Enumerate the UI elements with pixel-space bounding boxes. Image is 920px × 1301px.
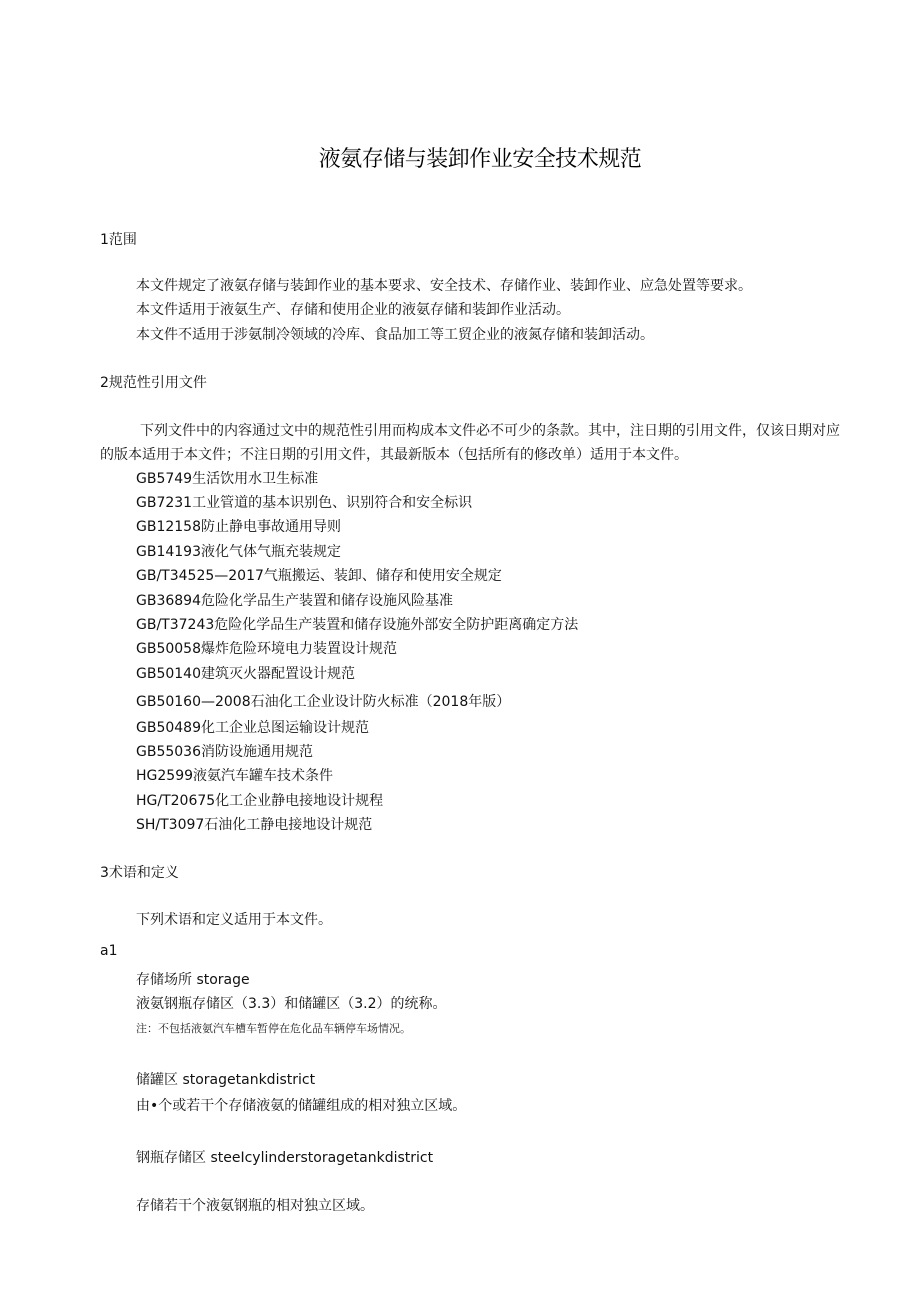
reference-item: GB55036消防设施通用规范 xyxy=(136,744,313,760)
section-2-heading: 2规范性引用文件 xyxy=(100,375,207,391)
reference-item: GB5749生活饮用水卫生标准 xyxy=(136,471,319,487)
reference-item: GB50140建筑灭火器配置设计规范 xyxy=(136,666,355,682)
section-1-heading: 1范围 xyxy=(100,232,137,248)
scope-paragraph-3: 本文件不适用于涉氨制冷领域的冷库、食品加工等工贸企业的液氮存储和装卸活动。 xyxy=(136,327,654,343)
reference-item: GB14193液化气体气瓶充装规定 xyxy=(136,544,341,560)
definition-steel-cylinder-district: 存储若干个液氨钢瓶的相对独立区域。 xyxy=(136,1198,374,1214)
references-intro: 下列文件中的内容通过文中的规范性引用而构成本文件必不可少的条款。其中，注日期的引用文件，仅该日期对应的版本适用于本文件；不注日期的引用文件，其最新版本（包括所有的修改单）适用于本文件。 xyxy=(100,423,840,463)
term-label: a1 xyxy=(100,943,118,959)
reference-item: GB36894危险化学品生产装置和储存设施风险基准 xyxy=(136,593,453,609)
reference-item: HG2599液氨汽车罐车技术条件 xyxy=(136,768,334,784)
note-storage: 注：不包括液氨汽车槽车暂停在危化品车辆停车场情况。 xyxy=(136,1022,411,1035)
reference-item: GB/T37243危险化学品生产装置和储存设施外部安全防护距离确定方法 xyxy=(136,617,579,633)
reference-item: HG/T20675化工企业静电接地设计规程 xyxy=(136,793,384,809)
reference-item: GB7231工业管道的基本识别色、识别符合和安全标识 xyxy=(136,495,473,511)
term-steel-cylinder-district: 钢瓶存储区 steeIcylinderstoragetankdistrict xyxy=(136,1150,434,1166)
reference-item: GB12158防止静电事故通用导则 xyxy=(136,519,341,535)
reference-item: GB50160—2008石油化工企业设计防火标准（2018年版） xyxy=(136,694,511,710)
definition-storage: 液氨钢瓶存储区（3.3）和储罐区（3.2）的统称。 xyxy=(136,996,447,1012)
reference-item: GB50058爆炸危险环境电力装置设计规范 xyxy=(136,641,397,657)
definition-storage-tank-district: 由•个或若干个存储液氨的储罐组成的相对独立区域。 xyxy=(136,1098,467,1114)
section-3-heading: 3术语和定义 xyxy=(100,865,179,881)
reference-item: GB50489化工企业总图运输设计规范 xyxy=(136,720,369,736)
term-storage-tank-district: 储罐区 storagetankdistrict xyxy=(136,1072,316,1088)
reference-item: GB/T34525—2017气瓶搬运、装卸、储存和使用安全规定 xyxy=(136,568,502,584)
term-storage: 存储场所 storage xyxy=(136,972,250,988)
scope-paragraph-2: 本文件适用于液氨生产、存储和使用企业的液氨存储和装卸作业活动。 xyxy=(136,302,570,318)
reference-item: SH/T3097石油化工静电接地设计规范 xyxy=(136,817,373,833)
scope-paragraph-1: 本文件规定了液氨存储与装卸作业的基本要求、安全技术、存储作业、装卸作业、应急处置等要求。 xyxy=(136,278,752,294)
document-title: 液氨存储与装卸作业安全技术规范 xyxy=(318,147,642,172)
terms-intro: 下列术语和定义适用于本文件。 xyxy=(136,912,332,928)
